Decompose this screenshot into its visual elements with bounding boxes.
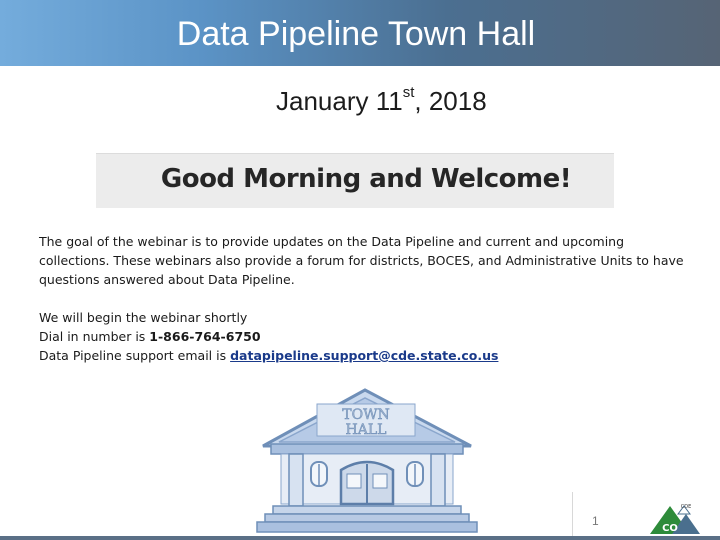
dial-line	[39, 327, 689, 346]
sign-line-2: HALL	[345, 422, 387, 438]
date-line	[276, 86, 487, 117]
slide-title: Data Pipeline Town Hall	[176, 15, 536, 53]
body-text	[39, 232, 689, 365]
dial-prefix: Dial in number is	[39, 329, 150, 344]
intro-paragraph: The goal of the webinar is to provide updates on the Data Pipeline and current and upcoming collections. These webinars also provide a forum for districts, BOCES, and Administrative Units to have questions answered about Data Pipeline.	[39, 234, 684, 287]
cde-logo	[648, 500, 702, 536]
sign-line-1: TOWN	[342, 407, 390, 423]
logo-text: CO	[662, 523, 678, 534]
date-main: January 11	[276, 86, 403, 116]
email-prefix: Data Pipeline support email is	[39, 348, 231, 363]
town-hall-illustration	[255, 384, 480, 540]
begin-line: We will begin the webinar shortly	[39, 310, 248, 325]
date-suffix: st	[402, 84, 415, 102]
footer-divider	[572, 492, 573, 536]
email-line	[39, 346, 689, 365]
welcome-text: Good Morning and Welcome!	[160, 164, 572, 194]
title-bar	[0, 0, 720, 66]
welcome-banner	[96, 153, 614, 208]
page-number: 1	[592, 514, 599, 528]
date-year: , 2018	[414, 86, 487, 116]
support-email-link[interactable]: datapipeline.support@cde.state.co.us	[230, 348, 499, 363]
dial-number: 1-866-764-6750	[149, 329, 261, 344]
logo-top-text: CDE	[680, 504, 692, 510]
bottom-bar	[0, 536, 720, 540]
